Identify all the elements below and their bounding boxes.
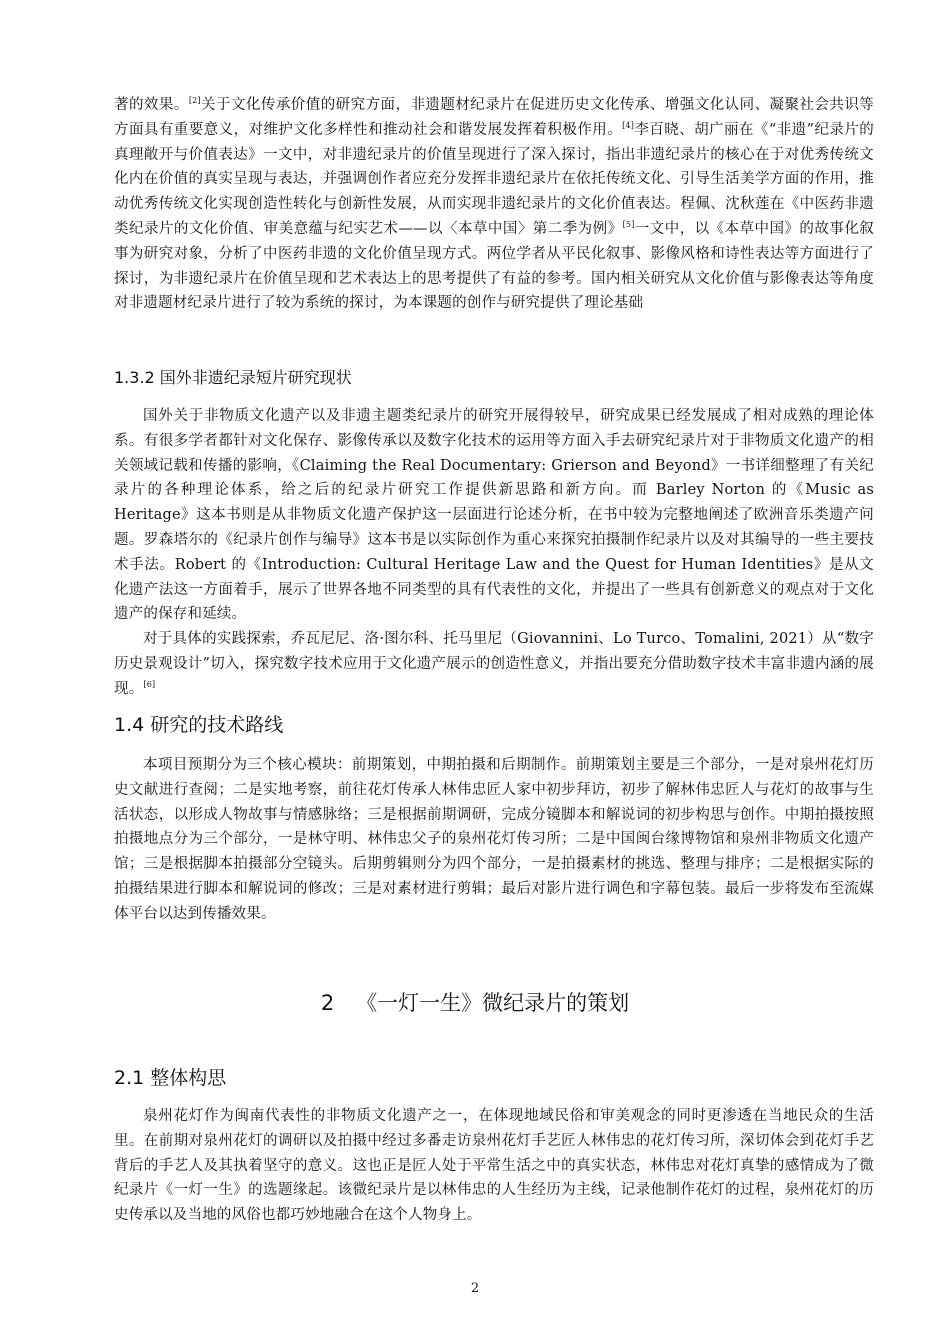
- text-run: 一文中，以《本草中国》的故事化叙事为研究对象，分析了中医药非遗的文化价值呈现方式。两位学者从平民化叙事、影像风格和诗性表达等方面进行了探讨，为非遗纪录片在价值呈现和艺术表达上的思考提供了有益的参考。国内相关研究从文化价值与影像表达等角度对非遗题材纪录片进行了较为系统的探讨，为本课题的创作与研究提供了理论基础: [114, 220, 874, 312]
- paragraph-practice: [114, 627, 874, 701]
- paragraph-foreign-research: 国外关于非物质文化遗产以及非遗主题类纪录片的研究开展得较早，研究成果已经发展成了相对成熟的理论体系。有很多学者都针对文化保存、影像传承以及数字化技术的运用等方面入手去研究纪录片对于非物质文化遗产的相关领域记载和传播的影响，《Claiming the Real Documentary: Grierson and Beyond》一书详细整理了有关纪录片的各种理论体系，给之后的纪录片研究工作提供新思路和新方向。而 Barley Norton 的《Music as Heritage》这本书则是从非物质文化遗产保护这一层面进行论述分析，在书中较为完整地阐述了欧洲音乐类遗产问题。罗森塔尔的《纪录片创作与编导》这本书是以实际创作为重心来探究拍摄制作纪录片以及对其编导的一些主要技术手法。Robert 的《Introduction: Cultural Heritage Law and the Quest for Human Identities》是从文化遗产法这一方面着手，展示了世界各地不同类型的具有代表性的文化，并提出了一些具有创新意义的观点对于文化遗产的保存和延续。: [114, 408, 874, 623]
- citation-4: [4]: [622, 120, 635, 130]
- text-run: 李百晓、胡广丽在《“非遗”纪录片的真理敞开与价值表达》一文中，对非遗纪录片的价值呈现进行了深入探讨，指出非遗纪录片的核心在于对优秀传统文化内在价值的真实呈现与表达，并强调创作者应充分发挥非遗纪录片在依托传统文化、引导生活美学方面的作用，推动优秀传统文化实现创造性转化与创新性发展，从而实现非遗纪录片的文化价值表达。程佩、沈秋莲在《中医药非遗类纪录片的文化价值、审美意蕴与纪实艺术——以〈本草中国〉第二季为例》: [114, 121, 874, 237]
- text-run: 关于文化传承价值的研究方面，非遗题材纪录片在促进历史文化传承、增强文化认同、凝聚社会共识等方面具有重要意义，对维护文化多样性和推动社会和谐发展发挥着积极作用。: [114, 97, 875, 138]
- text-run: 著的效果。: [114, 97, 189, 113]
- paragraph-technical-route: 本项目预期分为三个核心模块：前期策划，中期拍摄和后期制作。前期策划主要是三个部分，一是对泉州花灯历史文献进行查阅；二是实地考察，前往花灯传承人林伟忠匠人家中初步拜访，初步了解林伟忠匠人与花灯的故事与生活状态，以形成人物故事与情感脉络；三是根据前期调研，完成分镜脚本和解说词的初步构思与创作。中期拍摄按照拍摄地点分为三个部分，一是林守明、林伟忠父子的泉州花灯传习所；二是中国闽台缘博物馆和泉州非物质文化遗产馆；三是根据脚本拍摄部分空镜头。后期剪辑则分为四个部分，一是拍摄素材的挑选、整理与排序；二是根据实际的拍摄结果进行脚本和解说词的修改；三是对素材进行剪辑；最后对影片进行调色和字幕包装。最后一步将发布至流媒体平台以达到传播效果。: [114, 757, 874, 922]
- section-heading-2-1: 2.1 整体构思: [114, 1067, 227, 1089]
- paragraph-domestic-research: [114, 93, 874, 316]
- chapter-title-text: 《一灯一生》微纪录片的策划: [356, 991, 630, 1015]
- chapter-title: [0, 988, 950, 1018]
- text-run: 对于具体的实践探索，乔瓦尼尼、洛·图尔科、托马里尼（Giovannini、Lo Turco、Tomalini, 2021）从“数字历史景观设计”切入，探究数字技术应用于文化遗产展示的创造性意义，并指出要充分借助数字技术丰富非遗内涵的展现。: [114, 631, 874, 697]
- citation-5: [5]: [622, 220, 635, 230]
- citation-2: [2]: [188, 96, 201, 106]
- section-heading-1-3-2: 1.3.2 国外非遗纪录短片研究现状: [114, 368, 352, 387]
- section-heading-1-4: 1.4 研究的技术路线: [114, 714, 284, 736]
- citation-6: [6]: [143, 679, 156, 689]
- paragraph-overall-concept: 泉州花灯作为闽南代表性的非物质文化遗产之一，在体现地域民俗和审美观念的同时更渗透在当地民众的生活里。在前期对泉州花灯的调研以及拍摄中经过多番走访泉州花灯手艺匠人林伟忠的花灯传习所，深切体会到花灯手艺背后的手艺人及其执着坚守的意义。这也正是匠人处于平常生活之中的真实状态，林伟忠对花灯真挚的感情成为了微纪录片《一灯一生》的选题缘起。该微纪录片是以林伟忠的人生经历为主线，记录他制作花灯的过程，泉州花灯的历史传承以及当地的风俗也都巧妙地融合在这个人物身上。: [114, 1108, 874, 1224]
- page-number: 2: [470, 1281, 480, 1296]
- chapter-number: 2: [320, 991, 335, 1015]
